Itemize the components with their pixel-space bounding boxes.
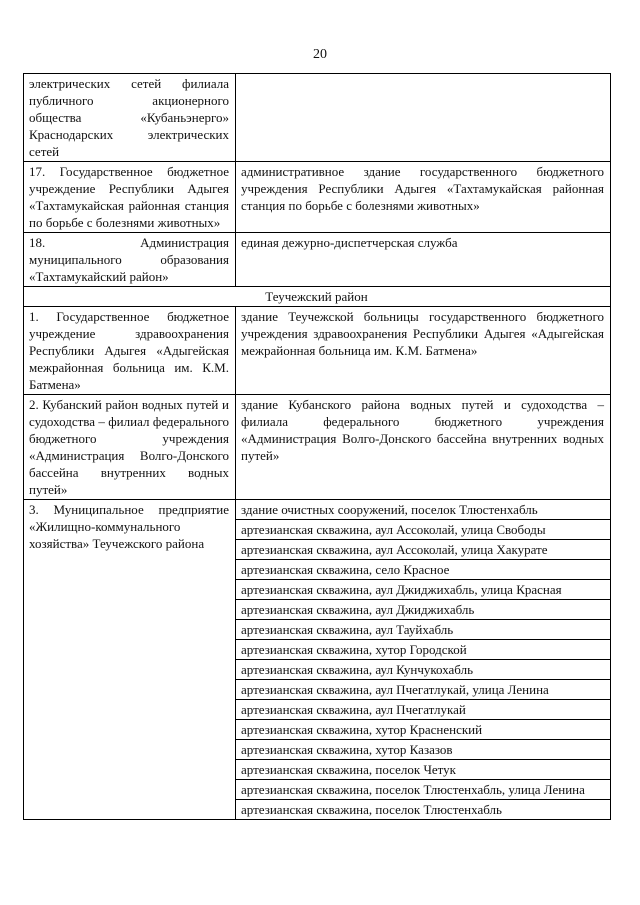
object-cell: единая дежурно-диспетчерская служба	[236, 233, 611, 287]
object-cell: артезианская скважина, аул Тауйхабль	[236, 620, 611, 640]
section-header-row	[24, 287, 611, 307]
section-title: Теучежский район	[24, 287, 611, 307]
object-cell: артезианская скважина, аул Кунчукохабль	[236, 660, 611, 680]
org-cell: 3. Муниципальное предприятие «Жилищно-коммунального хозяйства» Теучежского района	[24, 500, 236, 820]
org-cell: 2. Кубанский район водных путей и судоходства – филиал федерального бюджетного учреждения «Администрация Волго-Донского бассейна внутренних водных путей»	[24, 395, 236, 500]
objects-table	[23, 73, 611, 820]
object-cell: артезианская скважина, поселок Тлюстенхабль, улица Ленина	[236, 780, 611, 800]
object-cell: артезианская скважина, хутор Казазов	[236, 740, 611, 760]
object-cell: артезианская скважина, аул Ассоколай, улица Хакурате	[236, 540, 611, 560]
org-cell: 1. Государственное бюджетное учреждение здравоохранения Республики Адыгея «Адыгейская межрайонная больница им. К.М. Батмена»	[24, 307, 236, 395]
object-cell: артезианская скважина, аул Ассоколай, улица Свободы	[236, 520, 611, 540]
table-row	[24, 162, 611, 233]
object-cell: артезианская скважина, хутор Красненский	[236, 720, 611, 740]
table-row	[24, 233, 611, 287]
object-cell: артезианская скважина, поселок Тлюстенхабль	[236, 800, 611, 820]
object-cell: артезианская скважина, аул Пчегатлукай, улица Ленина	[236, 680, 611, 700]
org-cell: 18. Администрация муниципального образования «Тахтамукайский район»	[24, 233, 236, 287]
object-cell: артезианская скважина, аул Джиджихабль	[236, 600, 611, 620]
page-number: 20	[313, 47, 327, 62]
table-row	[24, 74, 611, 162]
table-row	[24, 395, 611, 500]
object-cell: артезианская скважина, аул Пчегатлукай	[236, 700, 611, 720]
table-row	[24, 307, 611, 395]
object-cell: артезианская скважина, поселок Четук	[236, 760, 611, 780]
object-cell: здание Кубанского района водных путей и судоходства – филиала федерального бюджетного учреждения «Администрация Волго-Донского бассейна внутренних водных путей»	[236, 395, 611, 500]
object-cell: здание Теучежской больницы государственного бюджетного учреждения здравоохранения Республики Адыгея «Адыгейская межрайонная больница им. К.М. Батмена»	[236, 307, 611, 395]
org-cell: электрических сетей филиала публичного акционерного общества «Кубаньэнерго» Краснодарских электрических сетей	[24, 74, 236, 162]
object-cell: артезианская скважина, хутор Городской	[236, 640, 611, 660]
object-cell: артезианская скважина, аул Джиджихабль, улица Красная	[236, 580, 611, 600]
object-cell: административное здание государственного бюджетного учреждения Республики Адыгея «Тахтамукайская районная станция по борьбе с болезнями животных»	[236, 162, 611, 233]
table-row	[24, 500, 611, 520]
object-cell: здание очистных сооружений, поселок Тлюстенхабль	[236, 500, 611, 520]
object-cell	[236, 74, 611, 162]
org-cell: 17. Государственное бюджетное учреждение Республики Адыгея «Тахтамукайская районная станция по борьбе с болезнями животных»	[24, 162, 236, 233]
object-cell: артезианская скважина, село Красное	[236, 560, 611, 580]
